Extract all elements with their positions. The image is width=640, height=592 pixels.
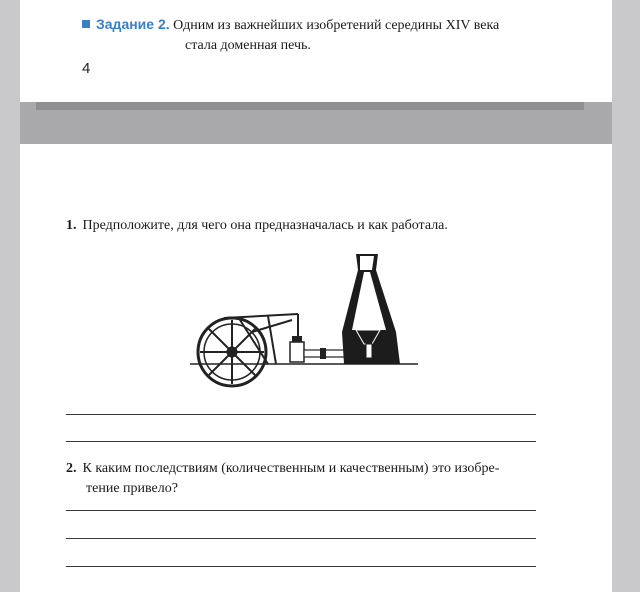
answer-line [66,510,536,511]
answer-line [66,441,536,442]
furnace-tower [342,254,400,364]
question-2-text-line2: тение привело? [86,481,178,496]
water-wheel [198,318,266,386]
task-text-line2: стала доменная печь. [185,38,311,53]
question-2-text-line1: К каким последствиям (количественным и качественным) это изобре- [82,461,500,476]
task-heading [82,14,562,56]
viewer-frame-left [0,0,20,592]
page-shadow [36,102,584,110]
blast-furnace-illustration [180,240,420,388]
question-1 [66,216,448,236]
question-2 [66,459,546,499]
task-marker-icon [82,20,90,28]
answer-line [66,538,536,539]
question-2-number: 2. [66,461,77,476]
viewer-frame-right [612,0,640,592]
question-1-text: Предположите, для чего она предназначалась и как работала. [82,218,448,233]
answer-line [66,566,536,567]
answer-line [66,414,536,415]
page-number: 4 [82,60,91,77]
task-label: Задание 2. [96,16,170,32]
question-1-number: 1. [66,218,77,233]
task-text-line1: Одним из важнейших изобретений середины XIV века [173,18,500,33]
